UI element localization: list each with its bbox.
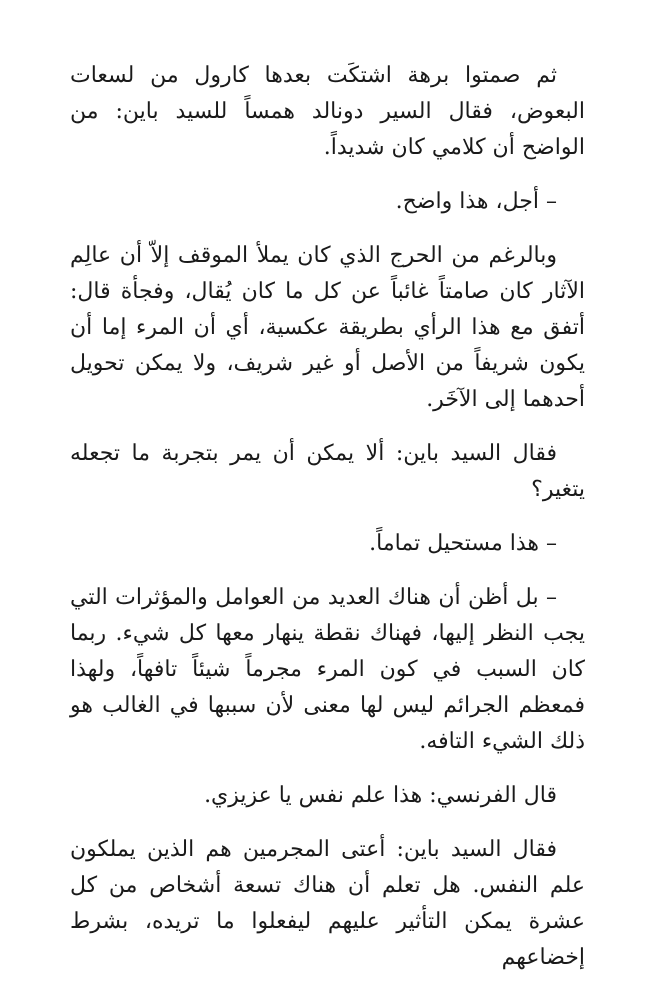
- paragraph-7: قال الفرنسي: هذا علم نفس يا عزيزي.: [204, 783, 557, 808]
- paragraph-8: فقال السيد باين: أعتى المجرمين هم الذين يملكون علم النفس. هل تعلم أن هناك تسعة أشخاص من كل عشرة يمكن التأثير عليهم ليفعلوا ما تريده، بشرط إخضاعهم: [70, 837, 585, 970]
- paragraph-4: فقال السيد باين: ألا يمكن أن يمر بتجربة ما تجعله يتغير؟: [70, 441, 585, 502]
- paragraph-5: – هذا مستحيل تماماً.: [369, 531, 557, 556]
- paragraph-6: – بل أظن أن هناك العديد من العوامل والمؤثرات التي يجب النظر إليها، فهناك نقطة ينهار معها كل شيء. ربما كان السبب في كون المرء مجرماً شيئاً تافهاً، ولهذا فمعظم الجرائم ليس لها معنى لأن سببها في الغالب هو ذلك الشيء التافه.: [70, 585, 585, 754]
- paragraph-1: ثم صمتوا برهة اشتكَت بعدها كارول من لسعات البعوض، فقال السير دونالد همساً للسيد باين: من الواضح أن كلامي كان شديداً.: [70, 63, 585, 160]
- paragraph-2: – أجل، هذا واضح.: [395, 189, 557, 214]
- paragraph-3: وبالرغم من الحرج الذي كان يملأ الموقف إلاّ أن عالِم الآثار كان صامتاً غائباً عن كل ما كان يُقال، وفجأة قال: أتفق مع هذا الرأي بطريقة عكسية، أي أن المرء إما أن يكون شريفاً من الأصل أو غير شريف، ولا يمكن تحويل أحدهما إلى الآخَر.: [70, 243, 585, 412]
